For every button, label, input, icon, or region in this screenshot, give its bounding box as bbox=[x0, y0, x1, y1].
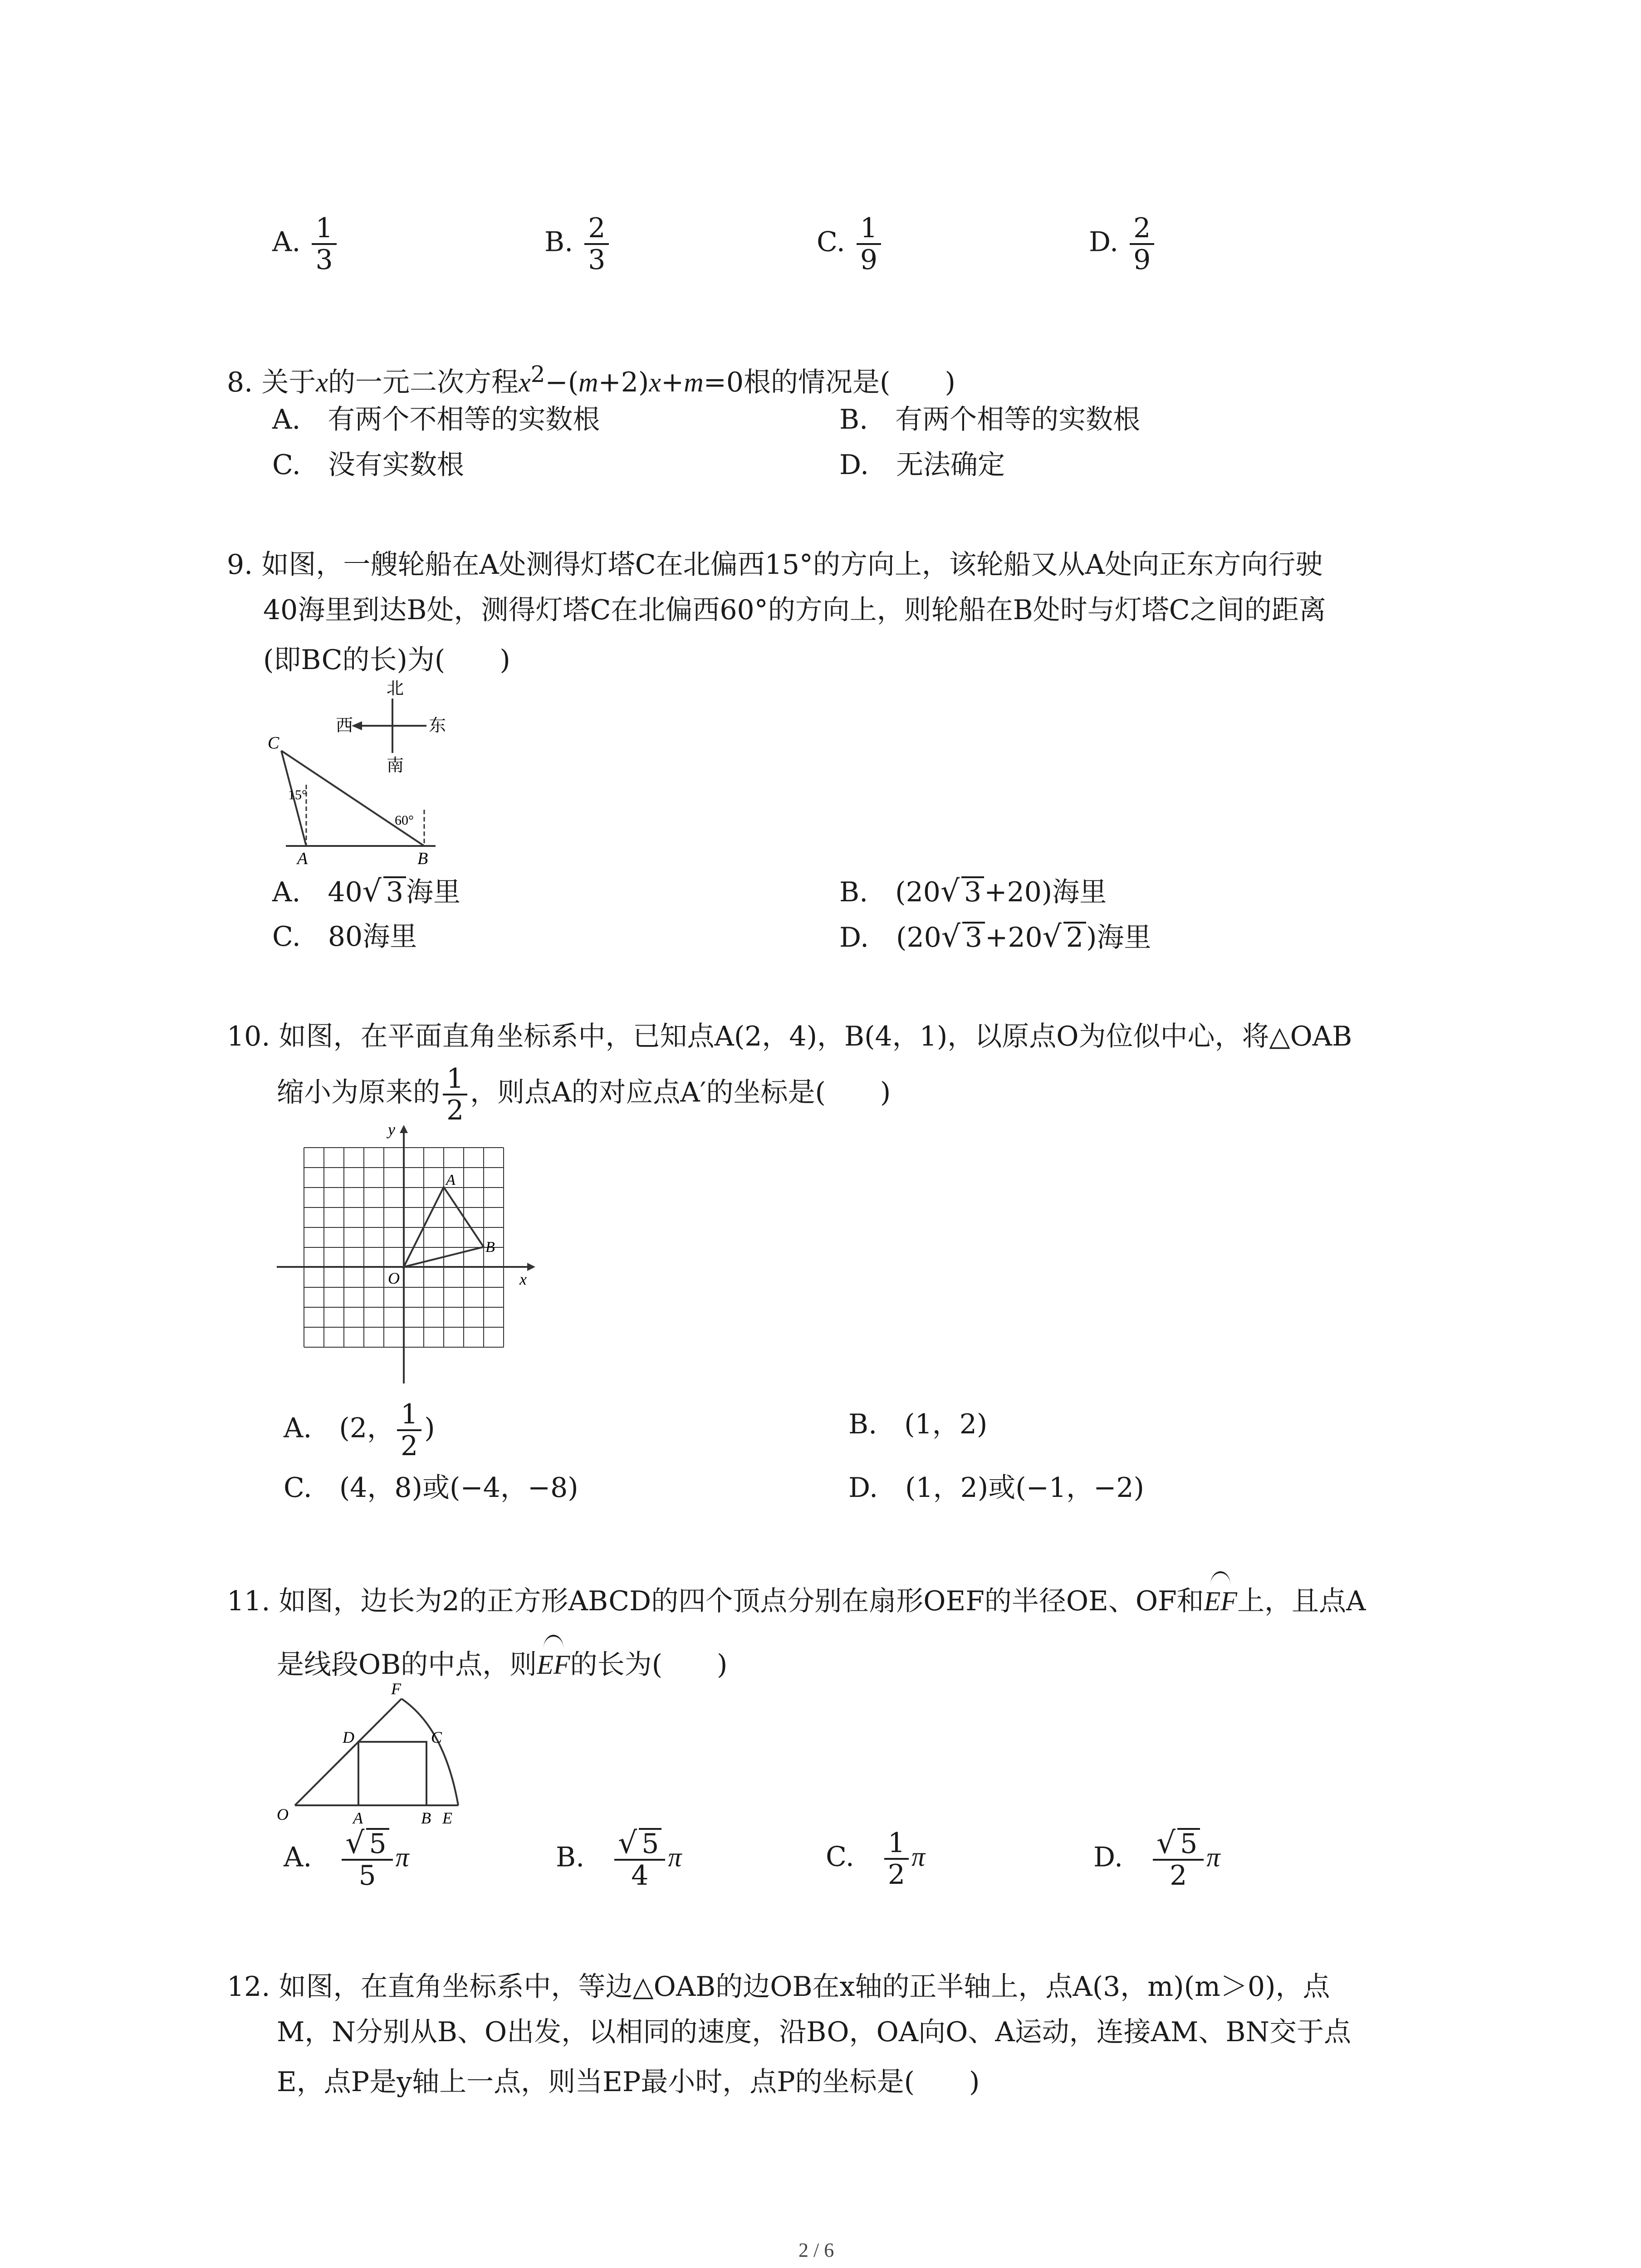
q7-option-d bbox=[1089, 213, 1157, 275]
stem-text: 如图，一艘轮船在A处测得灯塔C在北偏西15°的方向上，该轮船又从A处向正东方向行驶 bbox=[261, 549, 1323, 581]
eq-part: +2) bbox=[598, 367, 649, 398]
east-label: 东 bbox=[429, 716, 446, 735]
q9-line3: (即BC的长)为( ) bbox=[263, 644, 510, 676]
stem-text: 的一元二次方程 bbox=[328, 367, 519, 398]
q10-option-b bbox=[848, 1406, 987, 1442]
q9-option-b bbox=[839, 873, 1107, 910]
stem-text: 缩小为原来的 bbox=[277, 1076, 440, 1109]
sqrt-symbol: √ bbox=[618, 1825, 637, 1860]
q11-option-b bbox=[556, 1825, 682, 1892]
option-text: )海里 bbox=[1086, 922, 1151, 953]
q11-line2 bbox=[277, 1647, 727, 1683]
var: m bbox=[578, 367, 598, 397]
stem-text: ，则点A的对应点A′的坐标是( ) bbox=[470, 1076, 891, 1109]
q9-option-a bbox=[272, 873, 460, 910]
option-label: A. bbox=[284, 1412, 312, 1444]
option-label: A. bbox=[272, 876, 301, 908]
q9-line2: 40海里到达B处，测得灯塔C在北偏西60°的方向上，则轮船在B处时与灯塔C之间的距离 bbox=[263, 594, 1326, 626]
numerator: 1 bbox=[443, 1064, 467, 1095]
stem-text: 如图，在平面直角坐标系中，已知点A(2，4)，B(4，1)，以原点O为位似中心，将△OAB bbox=[279, 1021, 1352, 1052]
option-label: D. bbox=[1089, 226, 1119, 258]
q10-line1 bbox=[227, 1018, 1352, 1055]
origin-label: O bbox=[388, 1269, 400, 1287]
point-c-label: C bbox=[268, 733, 279, 753]
var: x bbox=[316, 367, 328, 397]
q11-figure bbox=[268, 1678, 504, 1828]
option-text: 80海里 bbox=[328, 921, 417, 953]
option-label: B. bbox=[544, 226, 573, 258]
q12-line1 bbox=[227, 1969, 1330, 2005]
eq-part: −( bbox=[545, 367, 579, 398]
q9-line1 bbox=[227, 547, 1323, 583]
arc-ef: EF bbox=[537, 1647, 570, 1683]
option-label: A. bbox=[284, 1841, 312, 1873]
q7-option-b bbox=[544, 213, 612, 275]
x-axis-arrow bbox=[527, 1263, 535, 1271]
fraction bbox=[584, 213, 609, 275]
fraction bbox=[1130, 213, 1154, 275]
q10-option-d bbox=[848, 1470, 1144, 1506]
option-text: +20 bbox=[985, 922, 1043, 953]
north-label: 北 bbox=[387, 680, 404, 698]
fraction bbox=[443, 1064, 467, 1125]
q7-option-a bbox=[272, 213, 339, 275]
option-text: 没有实数根 bbox=[328, 449, 464, 481]
option-label: A. bbox=[272, 226, 301, 258]
stem-text: 如图，边长为2的正方形ABCD的四个顶点分别在扇形OEF的半径OE、OF和 bbox=[279, 1585, 1204, 1617]
arc-ef: EF bbox=[1204, 1583, 1237, 1619]
point-a-label: A bbox=[297, 849, 308, 868]
eq-part: + bbox=[661, 367, 684, 398]
q10-line2 bbox=[277, 1064, 891, 1125]
numerator bbox=[342, 1825, 392, 1861]
question-number: 10. bbox=[227, 1021, 270, 1052]
option-label: B. bbox=[839, 404, 868, 435]
radicand: 5 bbox=[366, 1828, 389, 1858]
option-text: (4，8)或(−4，−8) bbox=[339, 1472, 578, 1504]
pi-symbol: π bbox=[668, 1842, 682, 1872]
stem-text: 的长为( ) bbox=[570, 1649, 728, 1681]
eq-part: =0 bbox=[703, 367, 744, 398]
q11-line1 bbox=[227, 1583, 1366, 1619]
radicand: 5 bbox=[1177, 1828, 1200, 1858]
q7-option-c bbox=[817, 213, 884, 275]
option-text: (2， bbox=[339, 1412, 394, 1444]
q12-line3: E，点P是y轴上一点，则当EP最小时，点P的坐标是( ) bbox=[277, 2066, 980, 2098]
option-text: 海里 bbox=[406, 876, 461, 908]
numerator: 2 bbox=[1130, 213, 1154, 245]
stem-text: 如图，在直角坐标系中，等边△OAB的边OB在x轴的正半轴上，点A(3，m)(m＞0)，点 bbox=[279, 1971, 1330, 2003]
radicand: 3 bbox=[383, 876, 406, 906]
arc-ef-curve bbox=[402, 1699, 458, 1805]
option-label: D. bbox=[848, 1472, 878, 1504]
fraction bbox=[1153, 1825, 1204, 1892]
denominator: 3 bbox=[588, 244, 606, 276]
denominator: 4 bbox=[631, 1860, 649, 1892]
option-text: +20)海里 bbox=[984, 876, 1107, 908]
angle-15-label: 15° bbox=[288, 787, 307, 802]
q10-option-c bbox=[284, 1470, 578, 1506]
point-f-label: F bbox=[391, 1680, 401, 1698]
point-b-label: B bbox=[485, 1239, 495, 1256]
q9-option-c bbox=[272, 919, 417, 955]
q8-option-b bbox=[839, 401, 1140, 438]
numerator bbox=[1153, 1825, 1204, 1861]
option-text: ) bbox=[424, 1412, 435, 1444]
q9-option-d bbox=[839, 919, 1151, 956]
option-text: (20 bbox=[896, 922, 941, 953]
option-label: C. bbox=[272, 449, 301, 481]
sqrt-symbol: √ bbox=[1156, 1825, 1176, 1860]
option-text: 无法确定 bbox=[896, 449, 1005, 481]
question-number: 11. bbox=[227, 1585, 270, 1617]
q10-option-a bbox=[284, 1399, 435, 1461]
fraction bbox=[342, 1825, 392, 1892]
point-e-label: E bbox=[442, 1809, 452, 1827]
point-d-label: D bbox=[343, 1728, 354, 1746]
var: x bbox=[649, 367, 661, 397]
y-label: y bbox=[388, 1125, 395, 1139]
sqrt-symbol: √ bbox=[362, 874, 382, 909]
pi-symbol: π bbox=[911, 1842, 926, 1872]
numerator: 1 bbox=[397, 1399, 421, 1431]
radius-of bbox=[295, 1699, 402, 1805]
q12-line2: M，N分别从B、O出发，以相同的速度，沿BO，OA向O、A运动，连接AM、BN交于点 bbox=[277, 2016, 1352, 2048]
exponent: 2 bbox=[530, 361, 545, 387]
radicand: 3 bbox=[962, 922, 985, 952]
sqrt-symbol: √ bbox=[940, 874, 960, 909]
radicand: 2 bbox=[1063, 922, 1086, 952]
var: x bbox=[518, 367, 531, 397]
denominator: 2 bbox=[401, 1430, 418, 1462]
fraction bbox=[614, 1825, 665, 1892]
denominator: 2 bbox=[887, 1859, 906, 1891]
denominator: 9 bbox=[1133, 244, 1151, 276]
sqrt-symbol: √ bbox=[345, 1825, 365, 1860]
radicand: 3 bbox=[961, 876, 984, 906]
denominator: 2 bbox=[1170, 1860, 1187, 1892]
var: m bbox=[684, 367, 704, 397]
numerator: 1 bbox=[884, 1828, 909, 1860]
denominator: 3 bbox=[315, 244, 333, 276]
option-label: D. bbox=[839, 922, 869, 953]
numerator: 1 bbox=[312, 213, 336, 245]
point-a-label: A bbox=[446, 1172, 456, 1188]
q8-option-d bbox=[839, 447, 1005, 483]
question-number: 8. bbox=[227, 367, 253, 398]
option-text: 有两个不相等的实数根 bbox=[328, 404, 600, 435]
numerator: 2 bbox=[584, 213, 609, 245]
stem-text: 上，且点A bbox=[1237, 1585, 1366, 1617]
option-text: 40 bbox=[328, 876, 362, 908]
q8-option-a bbox=[272, 401, 600, 438]
fraction bbox=[312, 213, 336, 275]
south-label: 南 bbox=[387, 756, 404, 775]
point-b-label: B bbox=[417, 849, 428, 868]
sqrt-symbol: √ bbox=[941, 919, 960, 954]
point-o-label: O bbox=[277, 1805, 289, 1823]
denominator: 9 bbox=[860, 244, 878, 276]
question-number: 9. bbox=[227, 549, 253, 581]
q10-figure bbox=[272, 1125, 544, 1383]
angle-60-label: 60° bbox=[395, 813, 414, 828]
numerator bbox=[614, 1825, 665, 1861]
option-label: C. bbox=[826, 1841, 854, 1873]
q9-figure bbox=[259, 680, 449, 875]
option-label: C. bbox=[817, 226, 845, 258]
stem-text: 根的情况是( ) bbox=[744, 367, 955, 398]
option-label: D. bbox=[839, 449, 869, 481]
q11-option-a bbox=[284, 1825, 409, 1892]
option-text: (1，2)或(−1，−2) bbox=[905, 1472, 1144, 1504]
numerator: 1 bbox=[857, 213, 881, 245]
fraction bbox=[397, 1399, 421, 1461]
fraction bbox=[884, 1828, 909, 1890]
page-number: 2 / 6 bbox=[798, 2239, 834, 2261]
option-label: C. bbox=[284, 1472, 312, 1504]
compass-west-arrow bbox=[352, 721, 362, 730]
pi-symbol: π bbox=[395, 1842, 409, 1872]
question-number: 12. bbox=[227, 1971, 270, 2003]
point-b-label: B bbox=[421, 1809, 431, 1827]
option-label: B. bbox=[848, 1408, 877, 1440]
option-label: B. bbox=[556, 1841, 585, 1873]
y-axis-arrow bbox=[400, 1125, 408, 1133]
q11-option-c bbox=[826, 1828, 925, 1890]
q8-option-c bbox=[272, 447, 464, 483]
option-text: (20 bbox=[895, 876, 941, 908]
west-label: 西 bbox=[336, 716, 353, 735]
stem-text: 是线段OB的中点，则 bbox=[277, 1649, 537, 1681]
option-text: (1，2) bbox=[904, 1408, 988, 1440]
fraction bbox=[857, 213, 881, 275]
stem-text: 关于 bbox=[261, 367, 316, 398]
denominator: 5 bbox=[358, 1860, 376, 1892]
option-label: B. bbox=[839, 876, 868, 908]
pi-symbol: π bbox=[1206, 1842, 1220, 1872]
denominator: 2 bbox=[446, 1095, 464, 1126]
point-a-label: A bbox=[353, 1809, 363, 1827]
q11-option-d bbox=[1093, 1825, 1220, 1892]
square-abcd bbox=[358, 1742, 426, 1805]
radicand: 5 bbox=[639, 1828, 661, 1858]
q8-stem bbox=[227, 356, 955, 401]
x-label: x bbox=[519, 1270, 527, 1288]
option-label: D. bbox=[1093, 1841, 1123, 1873]
sqrt-symbol: √ bbox=[1042, 919, 1062, 954]
option-label: A. bbox=[272, 404, 301, 435]
option-text: 有两个相等的实数根 bbox=[895, 404, 1141, 435]
option-label: C. bbox=[272, 921, 301, 953]
point-c-label: C bbox=[431, 1728, 442, 1746]
